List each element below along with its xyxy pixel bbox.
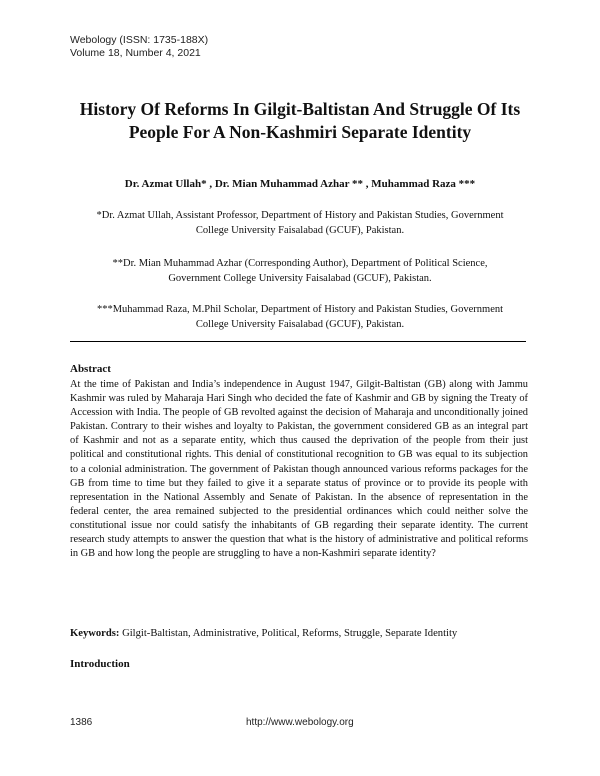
affiliation-3-line-2: College University Faisalabad (GCUF), Pakistan. [195, 319, 405, 330]
abstract-heading: Abstract [70, 363, 111, 375]
section-divider [70, 341, 526, 342]
journal-volume: Volume 18, Number 4, 2021 [70, 47, 201, 59]
journal-issn: Webology (ISSN: 1735-188X) [70, 34, 209, 46]
affiliation-1 [62, 208, 538, 238]
affiliation-2 [62, 256, 538, 286]
abstract-body: At the time of Pakistan and India’s independence in August 1947, Gilgit-Baltistan (GB) along with Jammu Kashmir was ruled by Maharaja Hari Singh who decided the fate of Kashmir and GB by signing the Treaty of Accession with India. The people of GB revolted against the decision of Maharaja and unconditionally joined Pakistan. Contrary to their wishes and loyalty to Pakistan, the government considered GB as an integral part of Kashmir and not as a separate entity, which thus caused the deprivation of the people from their just political and constitutional rights. This denial of constitutional recognition to GB was equal to its subjection to a colonial administration. The government of Pakistan though announced various reforms packages for the GB from time to time but they failed to give it a separate status of province or to provide its people with representation in the National Assembly and Senate of Pakistan. In the absence of representation in the federal center, the area remained subjected to the presidential ordinances which could neither solve the constitutional issue nor could satisfy the inhabitants of GB regarding their separate identity. The current research study attempts to answer the question that what is the history of administrative and political reforms in GB and how long the people are struggling to have a non-Kashmiri separate identity? [70, 379, 528, 560]
affiliation-3-line-1: ***Muhammad Raza, M.Phil Scholar, Department of History and Pakistan Studies, Government [96, 304, 504, 315]
author-list: Dr. Azmat Ullah* , Dr. Mian Muhammad Azhar ** , Muhammad Raza *** [124, 178, 476, 190]
affiliation-1-line-1: *Dr. Azmat Ullah, Assistant Professor, Department of History and Pakistan Studies, Government [96, 210, 504, 221]
page-number: 1386 [70, 717, 93, 728]
keywords-label: Keywords: [70, 628, 120, 639]
journal-header [70, 34, 208, 60]
footer-url-link[interactable]: http://www.webology.org [246, 717, 354, 728]
introduction-heading: Introduction [70, 658, 130, 670]
keywords-line [70, 628, 530, 639]
paper-title-line-1: History Of Reforms In Gilgit-Baltistan And Struggle Of Its [79, 99, 521, 119]
affiliation-2-line-1: **Dr. Mian Muhammad Azhar (Corresponding Author), Department of Political Science, [112, 258, 488, 269]
affiliation-1-line-2: College University Faisalabad (GCUF), Pakistan. [195, 225, 405, 236]
affiliation-3 [62, 302, 538, 332]
affiliation-2-line-2: Government College University Faisalabad (GCUF), Pakistan. [168, 273, 432, 284]
keywords-text: Gilgit-Baltistan, Administrative, Political, Reforms, Struggle, Separate Identity [119, 628, 458, 639]
paper-title-line-2: People For A Non-Kashmiri Separate Identity [128, 122, 472, 142]
paper-title [60, 98, 540, 144]
